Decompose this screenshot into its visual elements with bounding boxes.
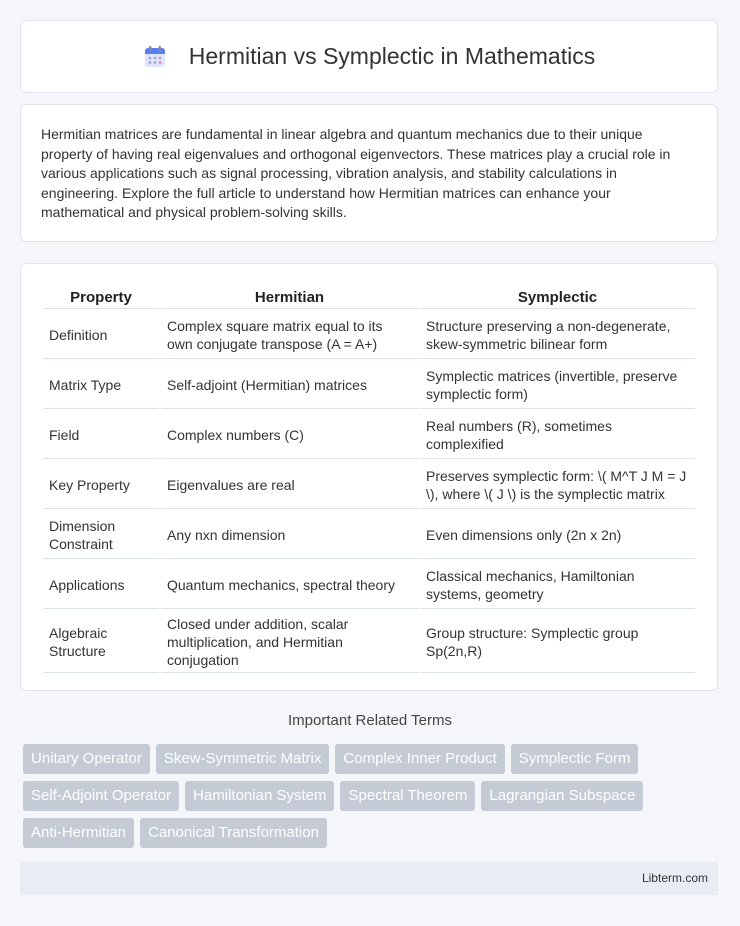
- related-term-tag[interactable]: Symplectic Form: [511, 744, 639, 774]
- related-terms-title: Important Related Terms: [288, 712, 452, 729]
- footer-site-link[interactable]: Libterm.com: [641, 871, 708, 885]
- table-cell-hermitian: Complex numbers (C): [161, 411, 418, 459]
- related-terms-list: [23, 744, 713, 848]
- table-cell-symplectic: Real numbers (R), sometimes complexified: [420, 411, 695, 459]
- table-cell-hermitian: Closed under addition, scalar multiplication, and Hermitian conjugation: [161, 611, 418, 673]
- comparison-table: [41, 284, 697, 675]
- related-term-tag[interactable]: Complex Inner Product: [335, 744, 504, 774]
- table-cell-hermitian: Eigenvalues are real: [161, 461, 418, 509]
- table-cell-symplectic: Classical mechanics, Hamiltonian systems, geometry: [420, 561, 695, 609]
- table-cell-symplectic: Group structure: Symplectic group Sp(2n,R): [420, 611, 695, 673]
- table-cell-symplectic: Preserves symplectic form: \( M^T J M = J \), where \( J \) is the symplectic matrix: [420, 461, 695, 509]
- table-cell-symplectic: Symplectic matrices (invertible, preserve symplectic form): [420, 361, 695, 409]
- table-cell-property: Field: [43, 411, 159, 459]
- table-cell-property: Algebraic Structure: [43, 611, 159, 673]
- footer: [20, 862, 718, 895]
- table-cell-hermitian: Quantum mechanics, spectral theory: [161, 561, 418, 609]
- table-cell-hermitian: Any nxn dimension: [161, 511, 418, 559]
- related-term-tag[interactable]: Canonical Transformation: [140, 818, 327, 848]
- table-cell-property: Applications: [43, 561, 159, 609]
- related-term-tag[interactable]: Self-Adjoint Operator: [23, 781, 179, 811]
- related-term-tag[interactable]: Spectral Theorem: [340, 781, 475, 811]
- table-cell-symplectic: Even dimensions only (2n x 2n): [420, 511, 695, 559]
- header-card: [20, 20, 718, 93]
- table-row: [43, 311, 695, 359]
- comparison-table-card: [20, 263, 718, 691]
- intro-card: [20, 104, 718, 242]
- page-title: Hermitian vs Symplectic in Mathematics: [188, 43, 596, 69]
- table-cell-hermitian: Self-adjoint (Hermitian) matrices: [161, 361, 418, 409]
- table-row: [43, 561, 695, 609]
- intro-text: Hermitian matrices are fundamental in linear algebra and quantum mechanics due to their unique property of having real eigenvalues and orthogonal eigenvectors. These matrices play a crucial role in various applications such as signal processing, vibration analysis, and stability calculations in engineering. Explore the full article to understand how Hermitian matrices can enhance your mathematical and physical problem-solving skills.: [41, 126, 671, 220]
- related-term-tag[interactable]: Skew-Symmetric Matrix: [156, 744, 330, 774]
- table-row: [43, 511, 695, 559]
- related-term-tag[interactable]: Unitary Operator: [23, 744, 150, 774]
- column-header-hermitian: Hermitian: [161, 286, 418, 309]
- table-cell-property: Matrix Type: [43, 361, 159, 409]
- table-row: [43, 461, 695, 509]
- table-row: [43, 611, 695, 673]
- table-cell-property: Key Property: [43, 461, 159, 509]
- table-cell-property: Dimension Constraint: [43, 511, 159, 559]
- table-cell-symplectic: Structure preserving a non-degenerate, skew-symmetric bilinear form: [420, 311, 695, 359]
- related-term-tag[interactable]: Anti-Hermitian: [23, 818, 134, 848]
- calendar-icon: [143, 45, 167, 69]
- related-term-tag[interactable]: Lagrangian Subspace: [481, 781, 643, 811]
- table-row: [43, 411, 695, 459]
- column-header-property: Property: [43, 286, 159, 309]
- column-header-symplectic: Symplectic: [420, 286, 695, 309]
- table-cell-hermitian: Complex square matrix equal to its own conjugate transpose (A = A+): [161, 311, 418, 359]
- table-row: [43, 361, 695, 409]
- table-cell-property: Definition: [43, 311, 159, 359]
- related-term-tag[interactable]: Hamiltonian System: [185, 781, 334, 811]
- table-header-row: [43, 286, 695, 309]
